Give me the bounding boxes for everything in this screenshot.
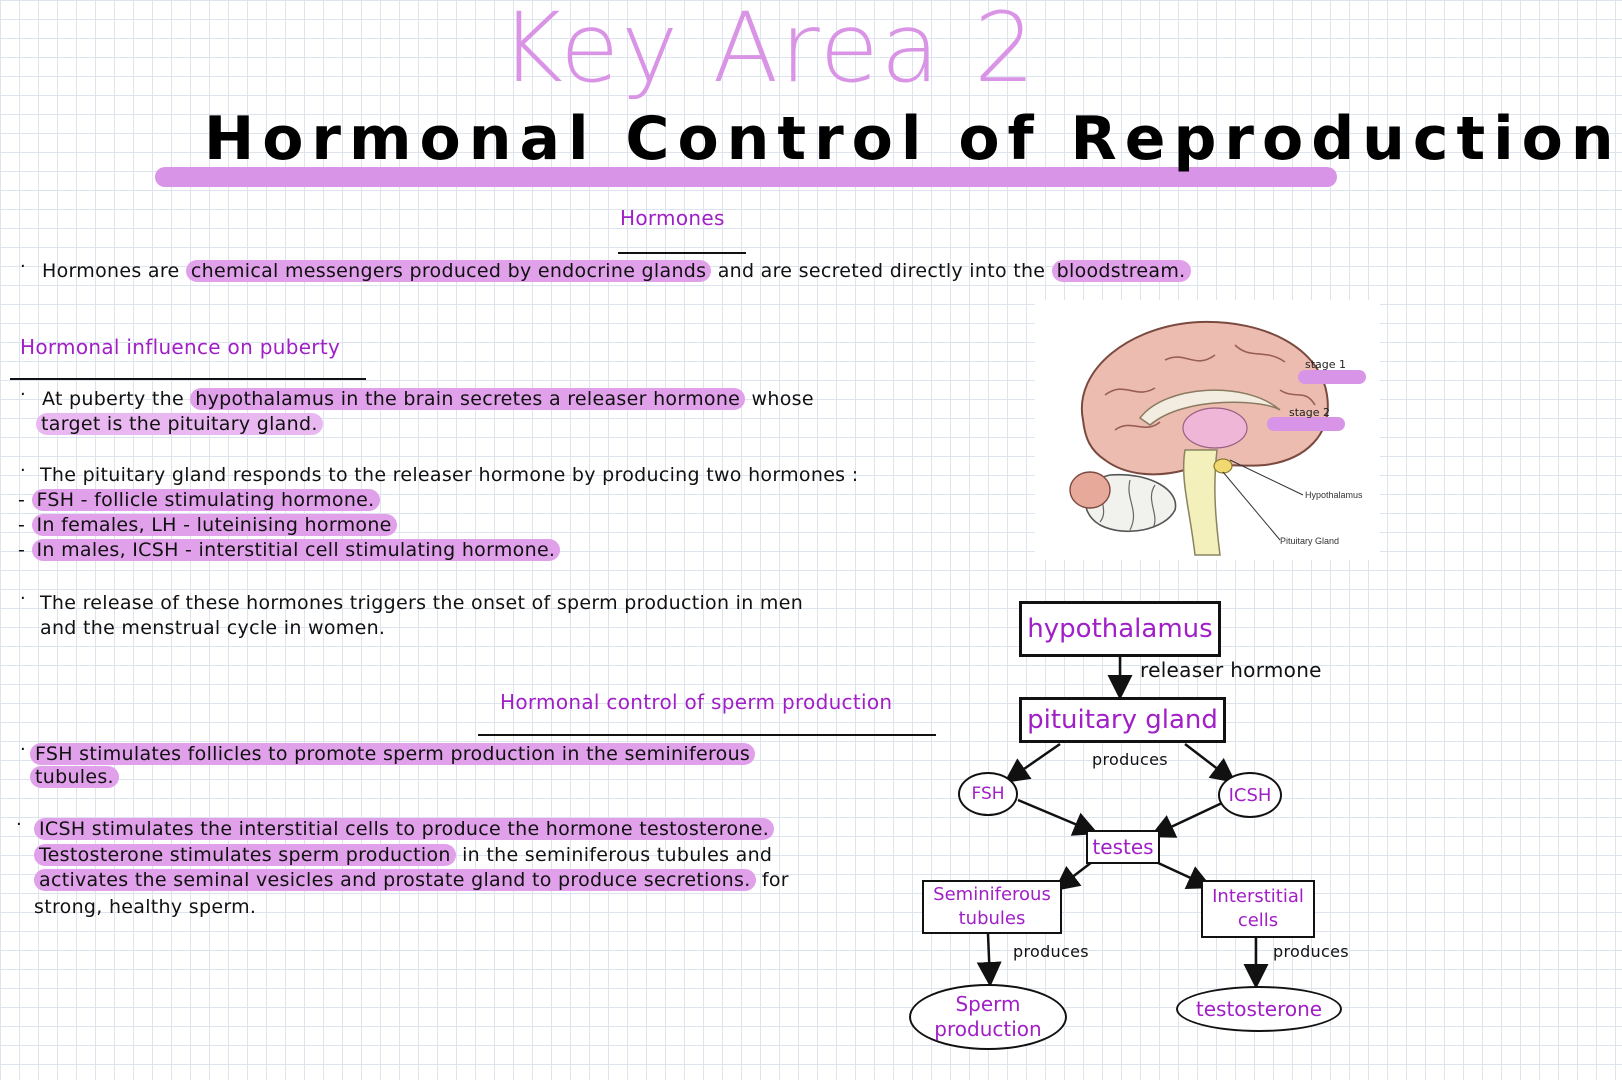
bullet-dot: ·	[20, 588, 26, 609]
flow-produces-label-2: produces	[1013, 942, 1089, 961]
hormone-list-item-2: - In females, LH - luteinising hormone	[18, 514, 397, 536]
flow-pituitary-gland-box: pituitary gland	[1019, 697, 1226, 743]
bullet-dot: ·	[16, 814, 22, 835]
flow-produces-label-1: produces	[1092, 750, 1168, 769]
flow-fsh-node: FSH	[958, 772, 1018, 816]
bullet-dot: ·	[20, 256, 26, 277]
flow-interstitial-box: Interstitial cells	[1201, 880, 1315, 938]
bullet-dot: ·	[20, 739, 26, 760]
sperm-bullet-1-line1: FSH stimulates follicles to promote sperm production in the seminiferous	[30, 743, 755, 765]
stage-2-label: stage 2	[1289, 406, 1331, 419]
flow-produces-label-3: produces	[1273, 942, 1349, 961]
stage-1-label: stage 1	[1305, 358, 1347, 371]
sperm-bullet-2-line2: Testosterone stimulates sperm production in the seminiferous tubules and	[34, 844, 772, 866]
flow-releaser-hormone-label: releaser hormone	[1140, 658, 1322, 682]
sperm-bullet-2-line4: strong, healthy sperm.	[34, 896, 257, 918]
hormones-heading: Hormones	[620, 206, 725, 230]
hormone-list-item-3: - In males, ICSH - interstitial cell stimulating hormone.	[18, 539, 560, 561]
hypothalamus-label: Hypothalamus	[1305, 490, 1363, 500]
puberty-bullet-1-line1: At puberty the hypothalamus in the brain secretes a releaser hormone whose	[42, 388, 814, 410]
bullet-dot: ·	[20, 384, 26, 405]
puberty-heading: Hormonal influence on puberty	[20, 335, 341, 359]
sperm-bullet-2-line3: activates the seminal vesicles and prostate gland to produce secretions. for	[34, 869, 789, 891]
flow-testosterone-node: testosterone	[1176, 986, 1342, 1032]
flow-sperm-production-node: Sperm production	[909, 984, 1067, 1050]
hormones-definition: Hormones are chemical messengers produced by endocrine glands and are secreted directly into the bloodstream.	[42, 260, 1191, 282]
sperm-bullet-1-line2: tubules.	[30, 766, 119, 788]
topic-title: Hormonal Control of Reproduction	[204, 104, 1622, 174]
flow-seminiferous-box: Seminiferous tubules	[922, 880, 1062, 934]
bullet-dot: ·	[20, 460, 26, 481]
flow-testes-box: testes	[1086, 830, 1160, 864]
sperm-section-heading: Hormonal control of sperm production	[500, 690, 893, 714]
key-area-title: Key Area 2	[500, 0, 1038, 104]
sperm-bullet-2-line1: ICSH stimulates the interstitial cells to produce the hormone testosterone.	[34, 818, 774, 840]
puberty-bullet-1-line2: target is the pituitary gland.	[36, 413, 323, 435]
puberty-bullet-3-line1: The release of these hormones triggers the onset of sperm production in men	[40, 592, 804, 614]
puberty-bullet-2: The pituitary gland responds to the releaser hormone by producing two hormones :	[40, 464, 859, 486]
puberty-bullet-3-line2: and the menstrual cycle in women.	[40, 617, 386, 639]
flow-icsh-node: ICSH	[1218, 772, 1282, 818]
hormone-list-item-1: - FSH - follicle stimulating hormone.	[18, 489, 380, 511]
flow-hypothalamus-box: hypothalamus	[1019, 601, 1221, 657]
pituitary-gland-label: Pituitary Gland	[1280, 536, 1340, 546]
